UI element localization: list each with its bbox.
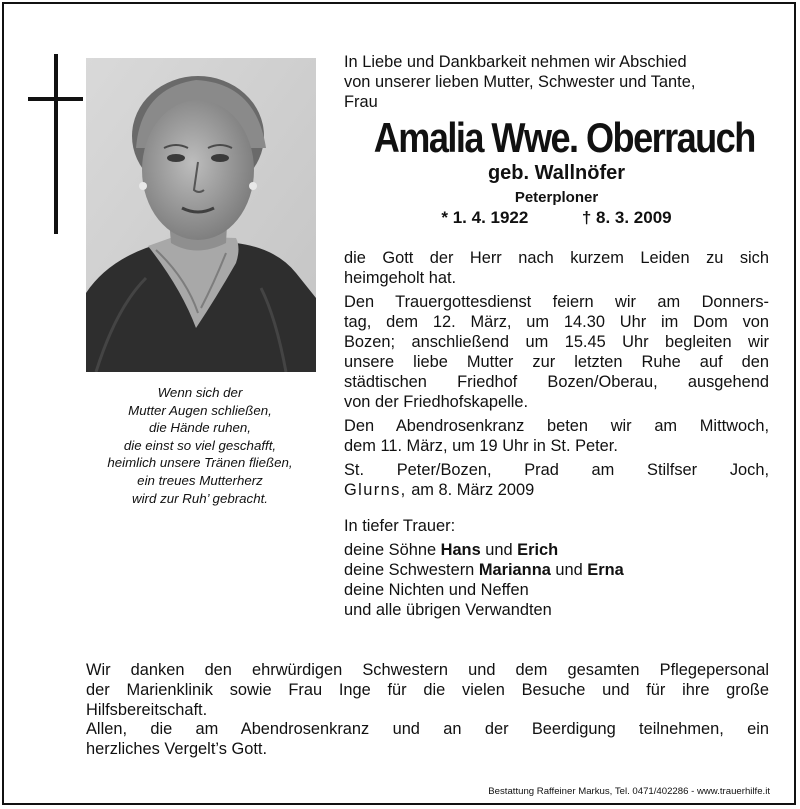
rosary-line: Den Abendrosenkranz beten wir am Mittwoch, [344, 417, 769, 435]
thanks-line: herzliches Vergelt’s Gott. [86, 740, 267, 759]
mourners-nieces: deine Nichten und Neffen [344, 581, 529, 599]
thanks-line: Allen, die am Abendrosenkranz und an der Beerdigung teilnehmen, ein [86, 720, 769, 739]
service-line: Bozen; anschließend um 15.45 Uhr begleiten wir [344, 333, 769, 351]
intro-line: von unserer lieben Mutter, Schwester und Tante, [344, 73, 696, 91]
service-line: städtischen Friedhof Bozen/Oberau, ausgehend [344, 373, 769, 391]
poem-line: die einst so viel geschafft, [123, 437, 277, 453]
death-date: † 8. 3. 2009 [581, 208, 672, 227]
conjunction: und [550, 561, 588, 579]
birth-date: * 1. 4. 1922 [441, 208, 529, 227]
portrait-photo [86, 58, 316, 372]
place-date: am 8. März 2009 [406, 481, 535, 499]
poem-line: Mutter Augen schließen, [128, 402, 272, 418]
body-line: die Gott der Herr nach kurzem Leiden zu sich [344, 249, 769, 267]
mourners-heading: In tiefer Trauer: [344, 517, 456, 535]
places-date-line [344, 480, 769, 500]
service-line: unsere liebe Mutter zur letzten Ruhe auf den [344, 353, 769, 371]
sister-name: Marianna [478, 561, 551, 579]
service-line: Den Trauergottesdienst feiern wir am Donners- [344, 293, 769, 311]
thanks-line: Wir danken den ehrwürdigen Schwestern und dem gesamten Pflegepersonal [86, 661, 769, 679]
service-line: von der Friedhofskapelle. [344, 393, 529, 411]
thanks-block [86, 661, 769, 760]
sisters-label: deine Schwestern [344, 561, 479, 579]
poem-line: Wenn sich der [157, 385, 243, 400]
thanks-line: Hilfsbereitschaft. [86, 700, 208, 719]
places-line: St. Peter/Bozen, Prad am Stilfser Joch, [344, 461, 769, 479]
son-name: Hans [440, 541, 481, 559]
maiden-name: geb. Wallnöfer [487, 162, 626, 184]
announcement-column [344, 52, 769, 620]
intro-line: In Liebe und Dankbarkeit nehmen wir Abschied [344, 53, 687, 71]
thanks-line: der Marienklinik sowie Frau Inge für die vielen Besuche und für ihre große [86, 680, 769, 699]
poem-line: heimlich unsere Tränen fließen, [107, 455, 293, 471]
deceased-name: Amalia Wwe. Oberrauch [373, 114, 755, 161]
mourners-sons [344, 540, 769, 560]
mourners-sisters [344, 560, 769, 580]
place-glurns: Glurns, [344, 481, 407, 499]
nickname: Peterploner [514, 189, 599, 206]
poem-line: ein treues Mutterherz [137, 472, 263, 488]
service-line: tag, dem 12. März, um 14.30 Uhr im Dom von [344, 313, 769, 331]
sons-label: deine Söhne [344, 541, 441, 559]
rosary-line: dem 11. März, um 19 Uhr in St. Peter. [344, 437, 618, 455]
memorial-poem [70, 384, 330, 507]
life-dates [344, 207, 769, 228]
funeral-home-footer: Bestattung Raffeiner Markus, Tel. 0471/402286 - www.trauerhilfe.it [488, 786, 770, 797]
body-line: heimgeholt hat. [344, 269, 457, 287]
sister-name: Erna [587, 561, 624, 579]
intro-line: Frau [344, 93, 378, 111]
poem-line: wird zur Ruh’ gebracht. [132, 490, 268, 506]
mourners-relatives: und alle übrigen Verwandten [344, 601, 552, 619]
poem-line: die Hände ruhen, [148, 420, 252, 436]
conjunction: und [480, 541, 518, 559]
son-name: Erich [517, 541, 559, 559]
